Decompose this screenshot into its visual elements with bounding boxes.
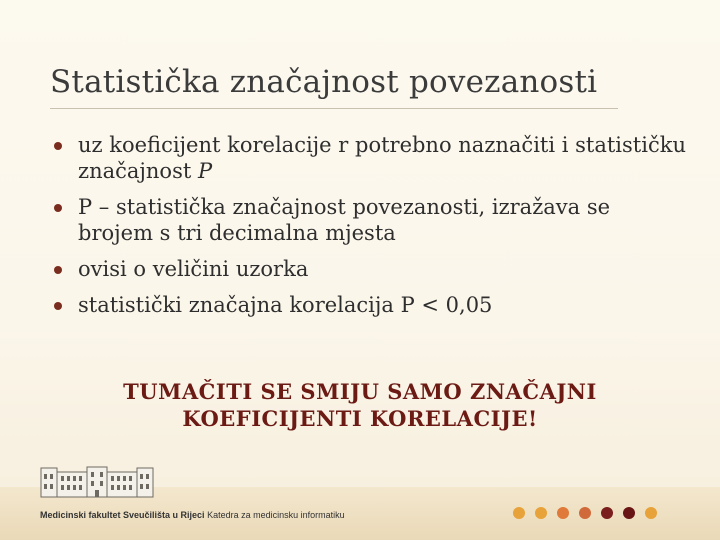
title-divider <box>50 108 618 109</box>
bullet-item <box>50 132 690 184</box>
bullet-text: P – statistička značajnost povezanosti, izražava se brojem s tri decimalna mjesta <box>78 195 611 245</box>
decorative-dot <box>579 507 591 519</box>
bullet-text: ovisi o veličini uzorka <box>78 257 309 281</box>
decorative-dot <box>623 507 635 519</box>
decorative-dot <box>535 507 547 519</box>
decorative-dot <box>557 507 569 519</box>
institution-name: Medicinski fakultet Sveučilišta u Rijeci <box>40 510 205 520</box>
emphasis-line: TUMAČITI SE SMIJU SAMO ZNAČAJNI <box>123 379 597 404</box>
decorative-dot <box>645 507 657 519</box>
emphasis-text <box>0 378 720 432</box>
decorative-dot <box>601 507 613 519</box>
decorative-dot <box>513 507 525 519</box>
footer-institution <box>40 510 345 520</box>
bullet-icon <box>54 266 62 274</box>
emphasis-line: KOEFICIJENTI KORELACIJE! <box>182 406 538 431</box>
bullet-item <box>50 194 690 246</box>
bullet-text: uz koeficijent korelacije r potrebno naznačiti i statističku značajnost <box>78 133 686 183</box>
slide-title: Statistička značajnost povezanosti <box>50 64 598 100</box>
bullet-icon <box>54 204 62 212</box>
bullet-icon <box>54 142 62 150</box>
bullet-list <box>50 132 690 328</box>
bullet-italic: P <box>197 159 213 183</box>
department-name: Katedra za medicinsku informatiku <box>204 510 345 520</box>
bullet-icon <box>54 302 62 310</box>
bullet-item <box>50 292 690 318</box>
building-icon <box>40 466 154 498</box>
bullet-text: statistički značajna korelacija P < 0,05 <box>78 293 493 317</box>
decorative-dots <box>513 507 657 521</box>
bullet-item <box>50 256 690 282</box>
